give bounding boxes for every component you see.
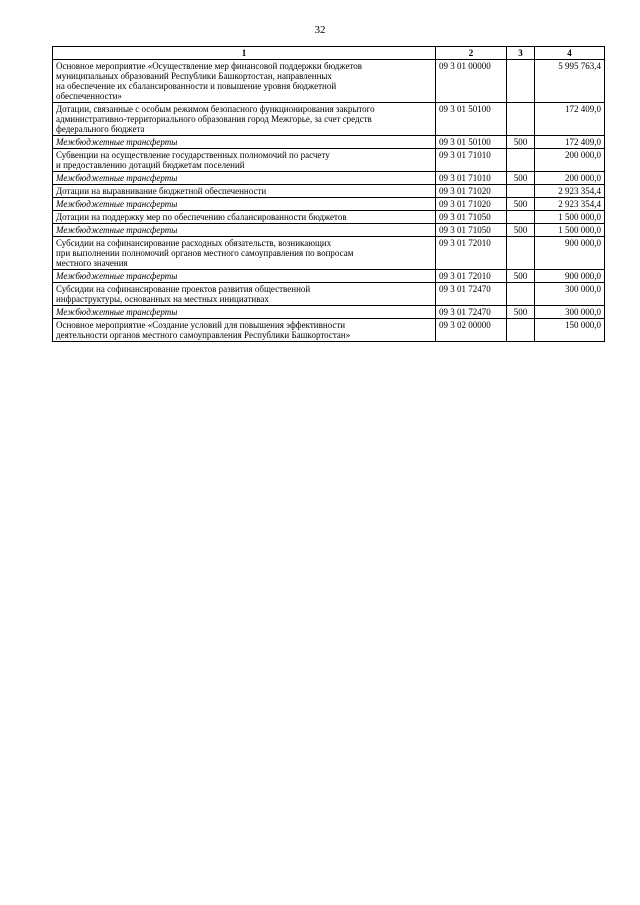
header-col-3: 3 <box>507 47 535 60</box>
row-name: Субсидии на софинансирование проектов развития общественной инфраструктуры, основанных на местных инициативах <box>53 283 436 306</box>
page-number: 32 <box>314 24 326 36</box>
row-name: Межбюджетные трансферты <box>53 172 436 185</box>
row-code: 09 3 01 71020 <box>436 198 507 211</box>
row-type: 500 <box>507 306 535 319</box>
table-row <box>53 224 605 237</box>
table-row <box>53 306 605 319</box>
row-type <box>507 103 535 136</box>
row-name: Межбюджетные трансферты <box>53 306 436 319</box>
row-code: 09 3 02 00000 <box>436 319 507 342</box>
row-amount: 1 500 000,0 <box>535 224 605 237</box>
row-code: 09 3 01 71010 <box>436 172 507 185</box>
header-row <box>53 47 605 60</box>
row-amount: 900 000,0 <box>535 270 605 283</box>
row-amount: 1 500 000,0 <box>535 211 605 224</box>
table-row <box>53 319 605 342</box>
row-amount: 200 000,0 <box>535 172 605 185</box>
row-amount: 300 000,0 <box>535 283 605 306</box>
table-row <box>53 103 605 136</box>
row-code: 09 3 01 71050 <box>436 211 507 224</box>
row-code: 09 3 01 71010 <box>436 149 507 172</box>
row-type <box>507 185 535 198</box>
header-col-4: 4 <box>535 47 605 60</box>
table-row <box>53 211 605 224</box>
row-code: 09 3 01 72010 <box>436 237 507 270</box>
row-code: 09 3 01 72470 <box>436 306 507 319</box>
row-amount: 200 000,0 <box>535 149 605 172</box>
table-row <box>53 136 605 149</box>
row-type <box>507 283 535 306</box>
header-col-2: 2 <box>436 47 507 60</box>
table-row <box>53 172 605 185</box>
row-type: 500 <box>507 136 535 149</box>
budget-table <box>52 46 605 342</box>
table-body <box>53 60 605 342</box>
row-code: 09 3 01 72470 <box>436 283 507 306</box>
row-type: 500 <box>507 198 535 211</box>
table-row <box>53 60 605 103</box>
row-name: Субсидии на софинансирование расходных обязательств, возникающих при выполнении полномочий органов местного самоуправления по вопросам местного значения <box>53 237 436 270</box>
row-amount: 2 923 354,4 <box>535 185 605 198</box>
row-code: 09 3 01 71050 <box>436 224 507 237</box>
row-name: Дотации, связанные с особым режимом безопасного функционирования закрытого административно-территориального образования город Межгорье, за счет средств федерального бюджета <box>53 103 436 136</box>
header-col-1: 1 <box>53 47 436 60</box>
row-type <box>507 237 535 270</box>
row-amount: 300 000,0 <box>535 306 605 319</box>
table-row <box>53 149 605 172</box>
table-row <box>53 270 605 283</box>
row-code: 09 3 01 00000 <box>436 60 507 103</box>
row-type: 500 <box>507 224 535 237</box>
table-header <box>53 47 605 60</box>
row-amount: 2 923 354,4 <box>535 198 605 211</box>
table-row <box>53 237 605 270</box>
row-name: Дотации на выравнивание бюджетной обеспеченности <box>53 185 436 198</box>
row-name: Дотации на поддержку мер по обеспечению сбалансированности бюджетов <box>53 211 436 224</box>
row-code: 09 3 01 50100 <box>436 136 507 149</box>
row-name: Межбюджетные трансферты <box>53 270 436 283</box>
row-amount: 150 000,0 <box>535 319 605 342</box>
table-row <box>53 283 605 306</box>
row-name: Субвенции на осуществление государственных полномочий по расчету и предоставлению дотаций бюджетам поселений <box>53 149 436 172</box>
row-code: 09 3 01 71020 <box>436 185 507 198</box>
row-type: 500 <box>507 270 535 283</box>
row-type: 500 <box>507 172 535 185</box>
row-amount: 900 000,0 <box>535 237 605 270</box>
row-name: Межбюджетные трансферты <box>53 136 436 149</box>
row-name: Межбюджетные трансферты <box>53 198 436 211</box>
row-name: Межбюджетные трансферты <box>53 224 436 237</box>
table-row <box>53 185 605 198</box>
row-type <box>507 211 535 224</box>
row-type <box>507 149 535 172</box>
row-name: Основное мероприятие «Осуществление мер финансовой поддержки бюджетов муниципальных образований Республики Башкортостан, направленных на обеспечение их сбалансированности и повышение уровня бюджетной обеспеченности» <box>53 60 436 103</box>
row-code: 09 3 01 72010 <box>436 270 507 283</box>
row-code: 09 3 01 50100 <box>436 103 507 136</box>
row-amount: 172 409,0 <box>535 136 605 149</box>
row-amount: 172 409,0 <box>535 103 605 136</box>
table-row <box>53 198 605 211</box>
row-name: Основное мероприятие «Создание условий для повышения эффективности деятельности органов местного самоуправления Республики Башкортостан» <box>53 319 436 342</box>
row-type <box>507 60 535 103</box>
row-type <box>507 319 535 342</box>
row-amount: 5 995 763,4 <box>535 60 605 103</box>
